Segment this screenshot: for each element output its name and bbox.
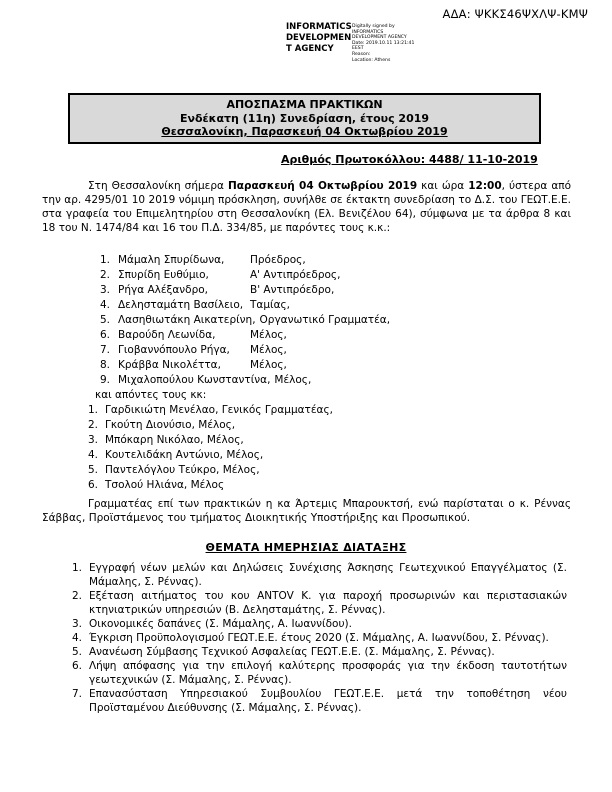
agenda-item-number: 5. xyxy=(72,645,83,658)
signature-detail-line: Date: 2019.10.11 13:21:41 xyxy=(352,40,415,46)
agenda-item xyxy=(72,617,567,631)
agenda-list xyxy=(72,561,567,715)
intro-bold-date: Παρασκευή 04 Οκτωβρίου 2019 xyxy=(227,179,418,192)
intro-text: και ώρα xyxy=(417,179,469,192)
member-name-role: Γαρδικιώτη Μενέλαο, Γενικός Γραμματέας, xyxy=(105,403,333,416)
signature-detail-line: Location: Athens xyxy=(352,57,391,63)
member-name-role: Μπόκαρη Νικόλαο, Μέλος, xyxy=(105,433,244,446)
signature-agency-line: INFORMATICS xyxy=(286,22,352,32)
member-number: 1. xyxy=(100,253,111,266)
present-member-row xyxy=(100,313,612,328)
intro-text: , ύστερα από την αρ. 4295/01 10 2019 νόμιμη πρόσκληση, συνήλθε σε έκτακτη συνεδρίαση το Δ.Σ. του ΓΕΩΤ.Ε.Ε. στα γραφεία του Επιμελητηρίου στη Θεσσαλονίκη (Ελ. Βενιζέλου 64), σύμφωνα με τα άρθρα 8 και 18 του Ν. 1474/84 και 16 του Π.Δ. 334/85, με παρόντες τους κ.κ.: xyxy=(42,179,571,234)
present-member-row xyxy=(100,298,612,313)
member-name: Λασηθιωτάκη Αικατερίνη, xyxy=(118,313,256,326)
agenda-item-number: 6. xyxy=(72,659,83,672)
agenda-item xyxy=(72,687,567,715)
member-number: 1. xyxy=(88,403,99,416)
member-role: Μέλος, xyxy=(250,358,287,371)
agenda-item-text: Εξέταση αιτήματος του κου ANTOV Κ. για παροχή προσωρινών και περιστασιακών κτηνιατρικών υπηρεσιών (Β. Δελησταμάτης, Σ. Ρέννας). xyxy=(89,589,567,616)
member-number: 6. xyxy=(100,328,111,341)
agenda-item-text: Εγγραφή νέων μελών και Δηλώσεις Συνέχισης Άσκησης Γεωτεχνικού Επαγγέλματος (Σ. Μάμαλης, Σ. Ρέννας). xyxy=(89,561,567,588)
signature-agency-name xyxy=(286,22,352,63)
present-member-row xyxy=(100,328,612,343)
secretary-paragraph: Γραμματέας επί των πρακτικών η κα Άρτεμις Μπαρουκτσή, ενώ παρίσταται ο κ. Ρέννας Σάββας, Προϊστάμενος του τμήματος Διοικητικής Υποστήριξης και Προσωπικού. xyxy=(42,497,571,524)
title-line-2: Ενδέκατη (11η) Συνεδρίαση, έτους 2019 xyxy=(179,111,430,125)
ada-code: ΑΔΑ: ΨΚΚΣ46ΨΧΛΨ-ΚΜΨ xyxy=(442,7,588,21)
signature-detail-line: INFORMATICS xyxy=(352,29,384,35)
absent-member-row xyxy=(88,403,612,418)
absent-members-list xyxy=(88,403,612,493)
present-member-row xyxy=(100,253,612,268)
agenda-item-number: 3. xyxy=(72,617,83,630)
member-name: Βαρούδη Λεωνίδα, xyxy=(118,328,216,341)
agenda-item-number: 7. xyxy=(72,687,83,700)
member-role: Μέλος, xyxy=(250,328,287,341)
member-number: 5. xyxy=(88,463,99,476)
member-name: Γιοβαννόπουλο Ρήγα, xyxy=(118,343,230,356)
member-name-role: Κουτελιδάκη Αντώνιο, Μέλος, xyxy=(105,448,264,461)
present-member-row xyxy=(100,358,612,373)
signature-agency-line: DEVELOPMEN xyxy=(286,33,352,43)
member-name-role: Παντελόγλου Τεύκρο, Μέλος, xyxy=(105,463,260,476)
present-member-row xyxy=(100,373,612,388)
member-name: Δελησταμάτη Βασίλειο, xyxy=(118,298,244,311)
protocol-number: Αριθμός Πρωτοκόλλου: 4488/ 11-10-2019 xyxy=(281,152,538,166)
present-member-row xyxy=(100,283,612,298)
title-line-1: ΑΠΟΣΠΑΣΜΑ ΠΡΑΚΤΙΚΩΝ xyxy=(226,98,383,111)
member-name-role: Τσολού Ηλιάνα, Μέλος xyxy=(105,478,225,491)
agenda-item-text: Οικονομικές δαπάνες (Σ. Μάμαλης, Α. Ιωαννίδου). xyxy=(89,617,352,630)
member-role: Ταμίας, xyxy=(250,298,290,311)
member-number: 4. xyxy=(100,298,111,311)
member-name: Μάμαλη Σπυρίδωνα, xyxy=(118,253,225,266)
agenda-item xyxy=(72,589,567,617)
intro-text: Στη Θεσσαλονίκη σήμερα xyxy=(88,179,228,192)
agenda-item xyxy=(72,631,567,645)
member-role: Α' Αντιπρόεδρος, xyxy=(250,268,341,281)
absent-members-label: και απόντες τους κκ: xyxy=(95,388,207,401)
title-line-3: Θεσσαλονίκη, Παρασκευή 04 Οκτωβρίου 2019 xyxy=(161,125,448,138)
intro-bold-time: 12:00 xyxy=(468,179,502,192)
agenda-item xyxy=(72,645,567,659)
agenda-heading: ΘΕΜΑΤΑ ΗΜΕΡΗΣΙΑΣ ΔΙΑΤΑΞΗΣ xyxy=(205,540,407,554)
signature-detail-line: EEST xyxy=(352,46,364,52)
member-number: 5. xyxy=(100,313,111,326)
member-number: 7. xyxy=(100,343,111,356)
present-members-list xyxy=(100,253,612,388)
member-name: Ρήγα Αλέξανδρο, xyxy=(118,283,209,296)
agenda-item-text: Έγκριση Προϋπολογισμού ΓΕΩΤ.Ε.Ε. έτους 2020 (Σ. Μάμαλης, Α. Ιωαννίδου, Σ. Ρέννας). xyxy=(89,631,549,644)
member-name: Σπυρίδη Ευθύμιο, xyxy=(118,268,209,281)
signature-detail-line: Reason: xyxy=(352,51,371,57)
signature-details xyxy=(352,22,432,63)
member-number: 9. xyxy=(100,373,111,386)
agenda-item xyxy=(72,561,567,589)
agenda-item-text: Ανανέωση Σύμβασης Τεχνικού Ασφαλείας ΓΕΩΤ.Ε.Ε. (Σ. Μάμαλης, Σ. Ρέννας). xyxy=(89,645,495,658)
absent-member-row xyxy=(88,463,612,478)
absent-member-row xyxy=(88,418,612,433)
member-name: Κράββα Νικολέττα, xyxy=(118,358,221,371)
agenda-item-number: 4. xyxy=(72,631,83,644)
signature-detail-line: DEVELOPMENT AGENCY xyxy=(352,35,407,41)
member-number: 8. xyxy=(100,358,111,371)
member-number: 2. xyxy=(88,418,99,431)
agenda-item xyxy=(72,659,567,687)
member-role: Μέλος, xyxy=(250,343,287,356)
agenda-item-number: 1. xyxy=(72,561,83,574)
agenda-item-number: 2. xyxy=(72,589,83,602)
member-name-role: Γκούτη Διονύσιο, Μέλος, xyxy=(105,418,236,431)
member-number: 4. xyxy=(88,448,99,461)
member-role: Πρόεδρος, xyxy=(250,253,306,266)
signature-agency-line: T AGENCY xyxy=(286,44,334,54)
agenda-item-text: Λήψη απόφασης για την επιλογή καλύτερης προσφοράς για την έκδοση ταυτοτήτων γεωτεχνικών (Σ. Μάμαλης, Σ. Ρέννας). xyxy=(89,659,567,686)
absent-member-row xyxy=(88,433,612,448)
digital-signature-stamp xyxy=(286,22,432,63)
absent-member-row xyxy=(88,448,612,463)
present-member-row xyxy=(100,343,612,358)
present-member-row xyxy=(100,268,612,283)
intro-paragraph xyxy=(42,179,571,235)
member-number: 6. xyxy=(88,478,99,491)
signature-detail-line: Digitally signed by xyxy=(352,24,395,29)
member-number: 2. xyxy=(100,268,111,281)
member-name: Μιχαλοπούλου Κωνσταντίνα, xyxy=(118,373,271,386)
member-number: 3. xyxy=(100,283,111,296)
member-role: Β' Αντιπρόεδρο, xyxy=(250,283,335,296)
title-box xyxy=(68,93,541,144)
agenda-item-text: Επανασύσταση Υπηρεσιακού Συμβουλίου ΓΕΩΤ.Ε.Ε. μετά την τοποθέτηση νέου Προϊσταμένου Διεύθυνσης (Σ. Μάμαλης, Σ. Ρέννας). xyxy=(89,687,567,714)
member-role: Μέλος, xyxy=(274,373,312,386)
absent-member-row xyxy=(88,478,612,493)
member-role: Οργανωτικό Γραμματέα, xyxy=(259,313,391,326)
member-number: 3. xyxy=(88,433,99,446)
